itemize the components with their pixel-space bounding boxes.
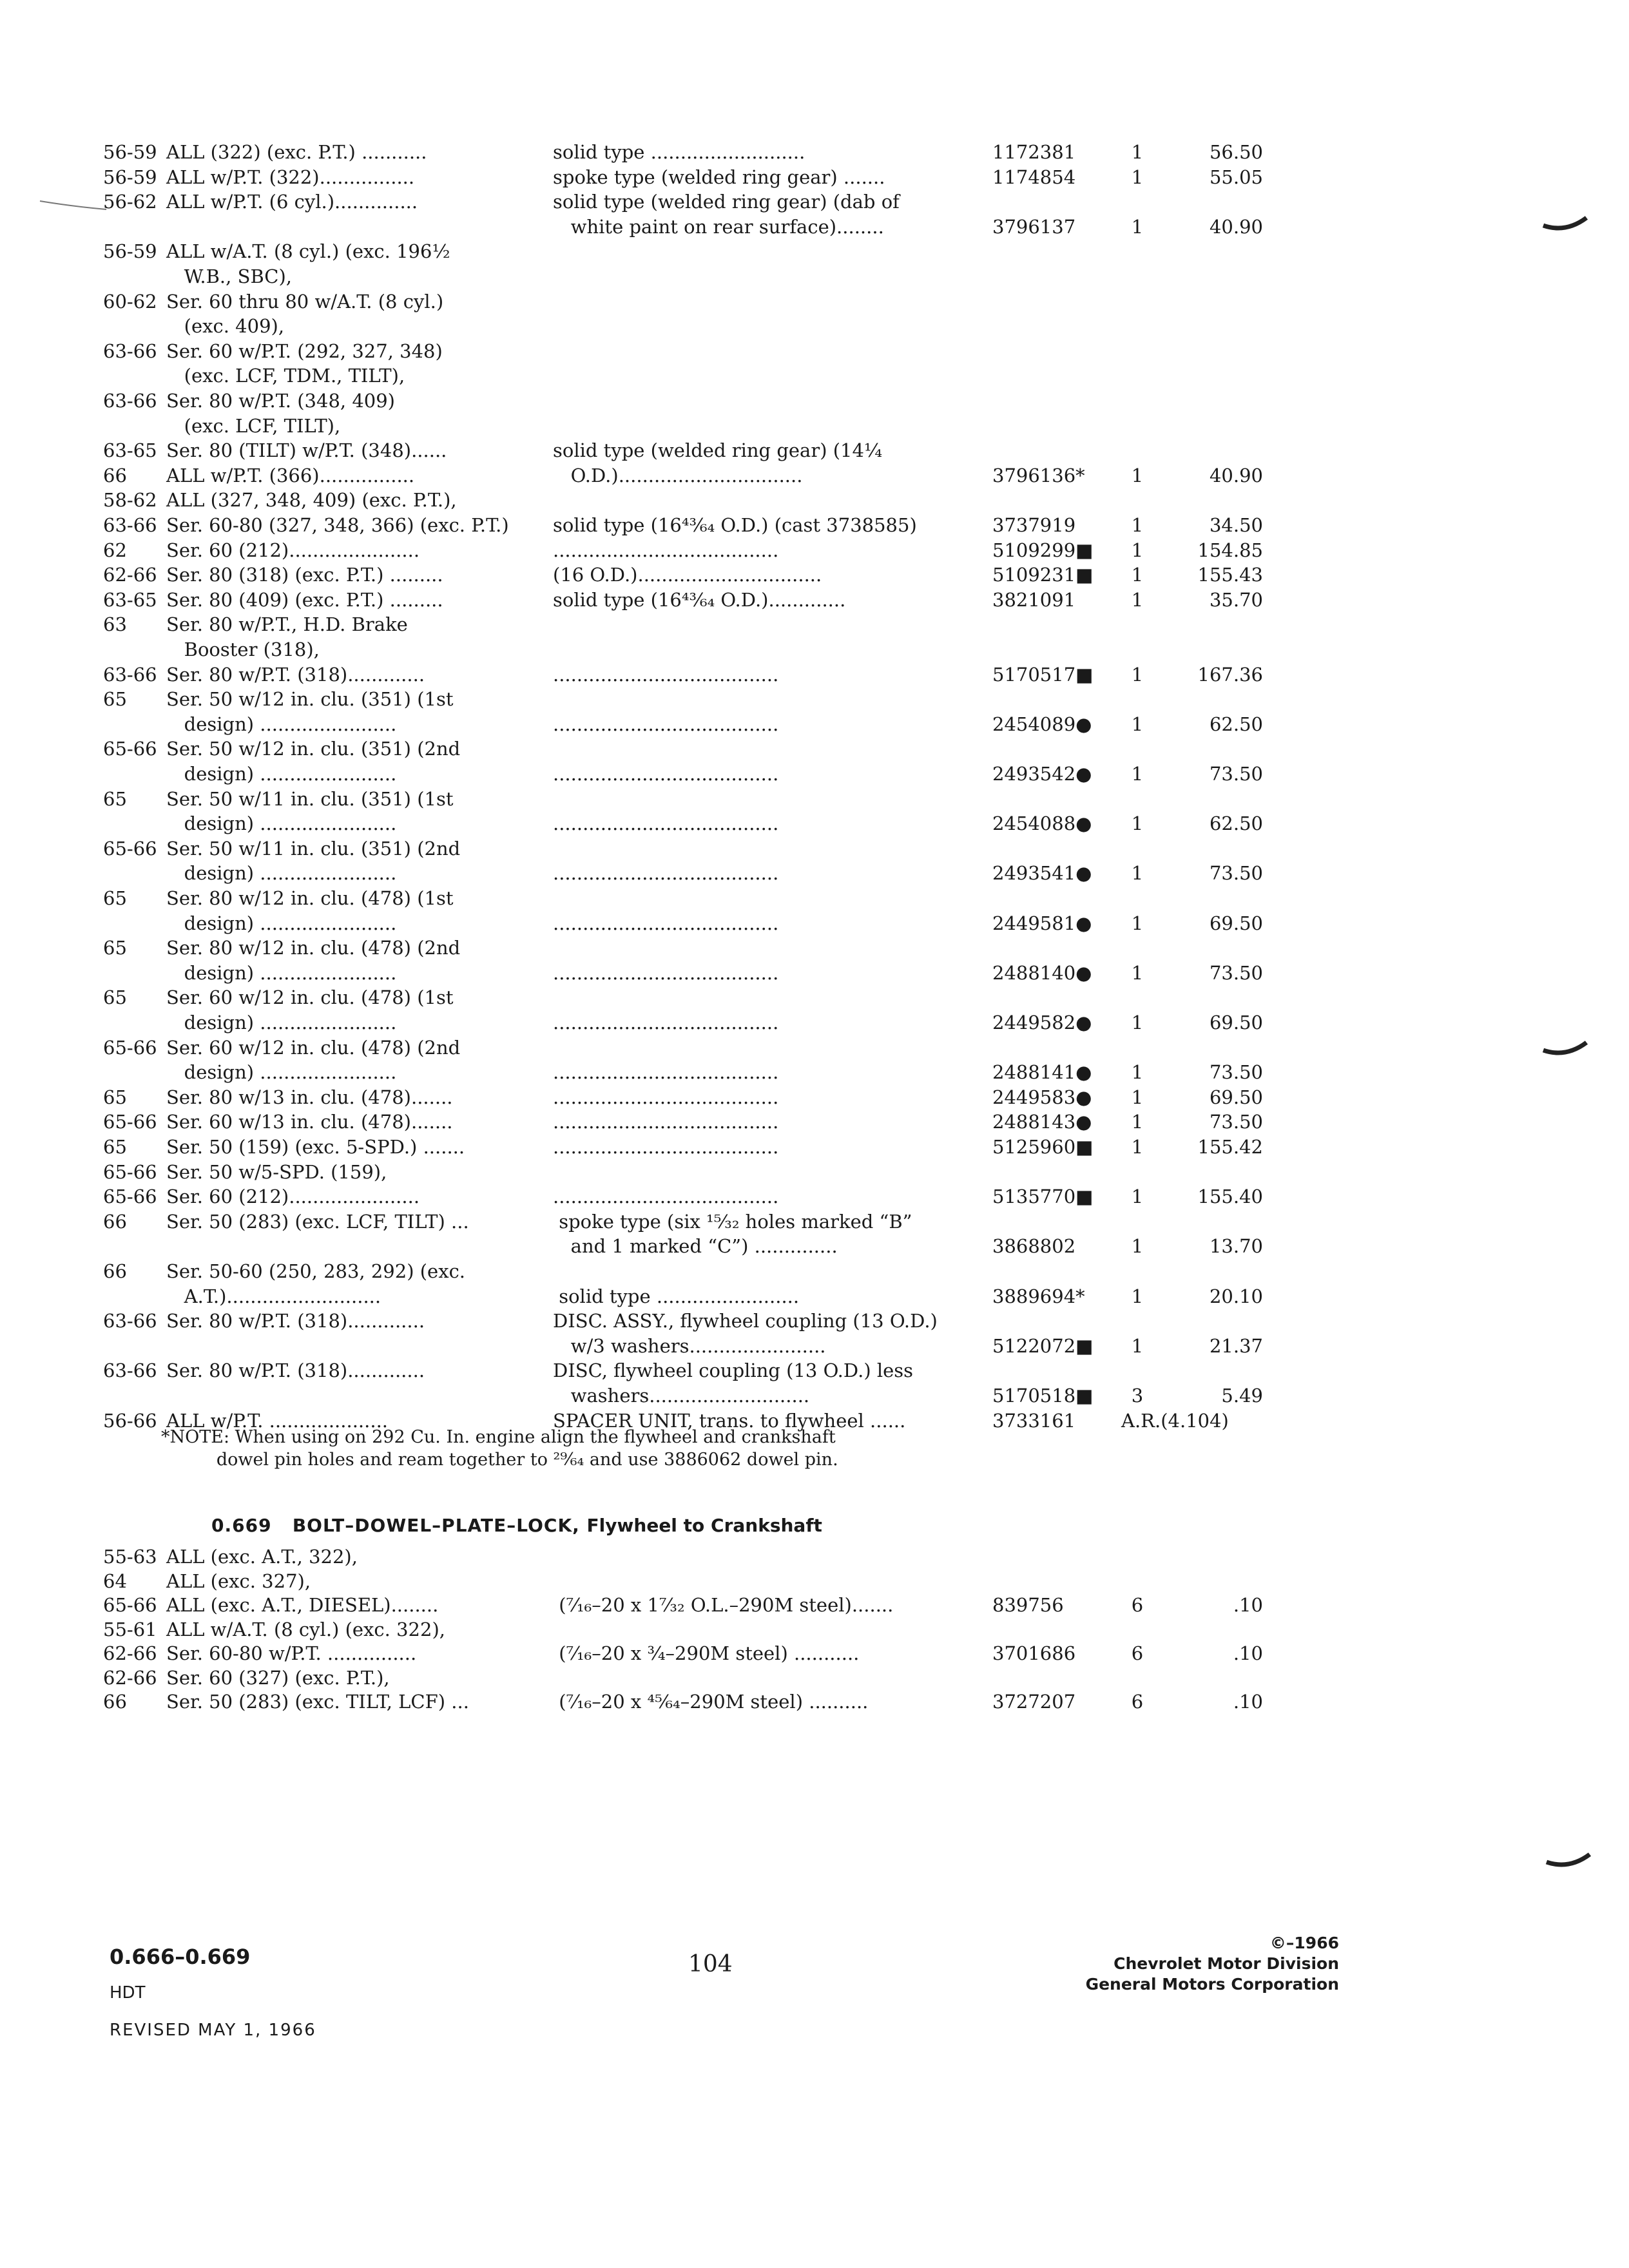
years-cell: 63-66 xyxy=(103,390,157,412)
table-row xyxy=(0,1545,1629,1570)
desc-cell: DISC, flywheel coupling (13 O.D.) less xyxy=(553,1360,914,1382)
desc-cell: spoke type (six ¹⁵⁄₃₂ holes marked “B” xyxy=(553,1210,912,1233)
desc-cell: ...................................... xyxy=(553,912,779,934)
division: Chevrolet Motor Division xyxy=(1113,1954,1339,1973)
app-cell: ALL (327, 348, 409) (exc. P.T.), xyxy=(166,489,457,512)
desc-cell: w/3 washers....................... xyxy=(553,1334,826,1357)
qty-cell: 1 xyxy=(1131,713,1144,735)
part-cell: 5170518■ xyxy=(992,1385,1094,1407)
price-cell: 73.50 xyxy=(1209,1111,1263,1133)
app-cell: Ser. 50 (283) (exc. TILT, LCF) ... xyxy=(166,1691,469,1713)
years-cell: 63-66 xyxy=(103,1360,157,1382)
table-row xyxy=(0,1570,1629,1594)
desc-cell: solid type (welded ring gear) (14¼ xyxy=(553,439,883,462)
app-cell: Ser. 50 (283) (exc. LCF, TILT) ... xyxy=(166,1210,469,1233)
years-cell: 63-65 xyxy=(103,588,157,611)
years-cell: 66 xyxy=(103,464,127,486)
price-cell: 69.50 xyxy=(1209,1086,1263,1108)
years-cell: 62 xyxy=(103,539,127,561)
part-cell: 1172381 xyxy=(992,141,1076,163)
years-cell: 65-66 xyxy=(103,1594,157,1616)
app-cell: ALL w/P.T. (366)................ xyxy=(166,464,415,486)
part-cell: 5122072■ xyxy=(992,1334,1094,1357)
app-cell: Ser. 80 (409) (exc. P.T.) ......... xyxy=(166,588,443,611)
app-cell: ALL (exc. A.T., 322), xyxy=(166,1546,358,1568)
part-cell: 1174854 xyxy=(992,166,1076,188)
app-cell: Ser. 60 w/12 in. clu. (478) (1st xyxy=(166,986,454,1009)
desc-cell: solid type ........................ xyxy=(553,1285,800,1307)
price-cell: 5.49 xyxy=(1221,1385,1263,1407)
app-cell: design) ....................... xyxy=(166,763,397,785)
app-cell: Ser. 60-80 (327, 348, 366) (exc. P.T.) xyxy=(166,514,509,536)
table-row xyxy=(0,488,1629,513)
table-row xyxy=(0,861,1629,886)
years-cell: 65-66 xyxy=(103,1036,157,1059)
years-cell: 66 xyxy=(103,1210,127,1233)
table-row xyxy=(0,985,1629,1010)
table-row xyxy=(0,1642,1629,1666)
part-cell: 3701686 xyxy=(992,1642,1076,1664)
app-cell: (exc. LCF, TDM., TILT), xyxy=(166,365,405,387)
qty-cell: 1 xyxy=(1131,1235,1144,1258)
table-row xyxy=(0,1160,1629,1185)
table-row xyxy=(0,1618,1629,1642)
price-cell: 62.50 xyxy=(1209,713,1263,735)
part-cell: 3821091 xyxy=(992,588,1076,611)
price-cell: 21.37 xyxy=(1209,1334,1263,1357)
price-cell: 20.10 xyxy=(1209,1285,1263,1307)
table-row xyxy=(0,1309,1629,1334)
table-row xyxy=(0,612,1629,637)
app-cell: Ser. 50 w/11 in. clu. (351) (2nd xyxy=(166,837,461,860)
part-cell: 2488143● xyxy=(992,1111,1092,1133)
table-row xyxy=(0,1035,1629,1061)
table-row xyxy=(0,1209,1629,1235)
desc-cell: ...................................... xyxy=(553,812,779,835)
app-cell: Ser. 60 (212)...................... xyxy=(166,1186,420,1208)
table-row xyxy=(0,1135,1629,1160)
table-row xyxy=(0,363,1629,389)
years-cell: 66 xyxy=(103,1691,127,1713)
table-row xyxy=(0,463,1629,488)
years-cell: 65-66 xyxy=(103,738,157,760)
desc-cell: ...................................... xyxy=(553,961,779,984)
price-cell: 40.90 xyxy=(1209,215,1263,238)
app-cell: (exc. LCF, TILT), xyxy=(166,414,341,437)
app-cell: Ser. 80 (318) (exc. P.T.) ......... xyxy=(166,564,443,586)
table-row xyxy=(0,215,1629,240)
desc-cell: (⁷⁄₁₆–20 x ⁴⁵⁄₆₄–290M steel) .......... xyxy=(553,1691,869,1713)
desc-cell: ...................................... xyxy=(553,862,779,885)
part-cell: 5135770■ xyxy=(992,1186,1094,1208)
years-cell: 63-66 xyxy=(103,340,157,362)
app-cell: design) ....................... xyxy=(166,1012,397,1033)
desc-cell: (16 O.D.)............................... xyxy=(553,564,822,586)
binder-mark xyxy=(1540,1031,1592,1063)
qty-cell: 1 xyxy=(1131,1136,1144,1158)
app-cell: Ser. 80 w/P.T., H.D. Brake xyxy=(166,613,408,636)
price-cell: 35.70 xyxy=(1209,588,1263,611)
part-cell: 2488140● xyxy=(992,961,1092,984)
qty-cell: 1 xyxy=(1131,1334,1144,1357)
flywheel-parts-table xyxy=(0,140,1629,1461)
qty-cell: A.R.(4.104) xyxy=(1121,1409,1229,1432)
app-cell: Booster (318), xyxy=(166,639,320,660)
years-cell: 65 xyxy=(103,1136,127,1158)
years-cell: 65 xyxy=(103,688,127,711)
qty-cell: 1 xyxy=(1131,663,1144,686)
price-cell: .10 xyxy=(1233,1642,1263,1664)
desc-cell: (⁷⁄₁₆–20 x ¾–290M steel) ........... xyxy=(553,1642,860,1664)
part-cell: 3889694* xyxy=(992,1285,1085,1307)
table-row xyxy=(0,662,1629,687)
app-cell: Ser. 50 w/5-SPD. (159), xyxy=(166,1160,387,1183)
table-row xyxy=(0,1383,1629,1408)
desc-cell: washers........................... xyxy=(553,1385,810,1407)
price-cell: 73.50 xyxy=(1209,763,1263,785)
app-cell: Ser. 80 w/P.T. (318)............. xyxy=(166,663,425,686)
revision-date: REVISED MAY 1, 1966 xyxy=(110,2021,316,2040)
years-cell: 55-63 xyxy=(103,1546,157,1568)
part-cell: 3796136* xyxy=(992,464,1085,486)
app-cell: ALL (exc. 327), xyxy=(166,1570,311,1592)
table-row xyxy=(0,712,1629,737)
footer-right xyxy=(1086,1933,1339,1995)
table-row xyxy=(0,562,1629,588)
years-cell: 63-66 xyxy=(103,1310,157,1332)
app-cell: Ser. 60 (212)...................... xyxy=(166,539,420,561)
qty-cell: 6 xyxy=(1131,1594,1144,1616)
desc-cell: ...................................... xyxy=(553,539,779,561)
desc-cell: SPACER UNIT, trans. to flywheel ...... xyxy=(553,1409,906,1432)
section-range: 0.666–0.669 xyxy=(110,1945,251,1969)
years-cell: 64 xyxy=(103,1570,127,1592)
years-cell: 56-62 xyxy=(103,191,157,213)
table-row xyxy=(0,339,1629,364)
table-row xyxy=(0,1334,1629,1359)
part-cell: 5109231■ xyxy=(992,564,1094,586)
app-cell: W.B., SBC), xyxy=(166,265,293,287)
price-cell: 155.40 xyxy=(1197,1186,1263,1208)
app-cell: Ser. 60-80 w/P.T. ............... xyxy=(166,1642,417,1664)
table-row xyxy=(0,538,1629,563)
qty-cell: 1 xyxy=(1131,141,1144,163)
desc-cell: ...................................... xyxy=(553,1061,779,1084)
qty-cell: 1 xyxy=(1131,1012,1144,1033)
qty-cell: 1 xyxy=(1131,912,1144,934)
price-cell: 73.50 xyxy=(1209,961,1263,984)
price-cell: .10 xyxy=(1233,1594,1263,1616)
part-cell: 2488141● xyxy=(992,1061,1092,1084)
desc-cell: (⁷⁄₁₆–20 x 1⁷⁄₃₂ O.L.–290M steel)....... xyxy=(553,1594,894,1616)
years-cell: 65-66 xyxy=(103,1111,157,1133)
table-row xyxy=(0,961,1629,986)
app-cell: (exc. 409), xyxy=(166,315,285,338)
price-cell: 69.50 xyxy=(1209,1012,1263,1033)
table-row xyxy=(0,1358,1629,1383)
part-cell: 2493542● xyxy=(992,763,1092,785)
years-cell: 65-66 xyxy=(103,1160,157,1183)
table-row xyxy=(0,314,1629,339)
years-cell: 60-62 xyxy=(103,290,157,312)
table-row xyxy=(0,1085,1629,1110)
table-row xyxy=(0,886,1629,911)
part-cell: 5170517■ xyxy=(992,663,1094,686)
app-cell: Ser. 50 w/12 in. clu. (351) (2nd xyxy=(166,738,461,760)
table-row xyxy=(0,911,1629,936)
table-row xyxy=(0,264,1629,289)
table-row xyxy=(0,239,1629,264)
part-cell: 2493541● xyxy=(992,862,1092,885)
years-cell: 62-66 xyxy=(103,564,157,586)
app-cell: design) ....................... xyxy=(166,862,397,885)
desc-cell: ...................................... xyxy=(553,1086,779,1108)
qty-cell: 1 xyxy=(1131,539,1144,561)
qty-cell: 1 xyxy=(1131,1186,1144,1208)
price-cell: 55.05 xyxy=(1209,166,1263,188)
copyright: ©–1966 xyxy=(1269,1934,1339,1952)
qty-cell: 1 xyxy=(1131,862,1144,885)
app-cell: ALL w/P.T. .................... xyxy=(166,1409,389,1432)
section-subtitle: Flywheel to Crankshaft xyxy=(586,1515,822,1536)
qty-cell: 1 xyxy=(1131,588,1144,611)
price-cell: 155.42 xyxy=(1197,1136,1263,1158)
table-row xyxy=(0,389,1629,414)
price-cell: 73.50 xyxy=(1209,1061,1263,1084)
corporation: General Motors Corporation xyxy=(1085,1975,1339,1994)
app-cell: Ser. 80 w/12 in. clu. (478) (2nd xyxy=(166,937,461,959)
qty-cell: 1 xyxy=(1131,1285,1144,1307)
qty-cell: 1 xyxy=(1131,464,1144,486)
qty-cell: 3 xyxy=(1131,1385,1144,1407)
years-cell: 55-61 xyxy=(103,1618,157,1640)
years-cell: 56-66 xyxy=(103,1409,157,1432)
app-cell: Ser. 80 w/12 in. clu. (478) (1st xyxy=(166,887,454,909)
years-cell: 65-66 xyxy=(103,1186,157,1208)
app-cell: Ser. 60 w/13 in. clu. (478)....... xyxy=(166,1111,453,1133)
part-cell: 2449582● xyxy=(992,1012,1092,1033)
app-cell: Ser. 80 w/P.T. (348, 409) xyxy=(166,390,395,412)
desc-cell: O.D.)............................... xyxy=(553,464,803,486)
price-cell: 34.50 xyxy=(1209,514,1263,536)
bolt-parts-table xyxy=(0,1545,1629,1719)
table-row xyxy=(0,1010,1629,1035)
desc-cell: spoke type (welded ring gear) ....... xyxy=(553,166,885,188)
price-cell: 13.70 xyxy=(1209,1235,1263,1258)
part-cell: 3727207 xyxy=(992,1691,1076,1713)
qty-cell: 1 xyxy=(1131,1061,1144,1084)
price-cell: 167.36 xyxy=(1197,663,1263,686)
table-row xyxy=(0,762,1629,787)
app-cell: ALL (exc. A.T., DIESEL)........ xyxy=(166,1594,439,1616)
desc-cell: ...................................... xyxy=(553,663,779,686)
qty-cell: 1 xyxy=(1131,215,1144,238)
table-row xyxy=(0,811,1629,836)
desc-cell: DISC. ASSY., flywheel coupling (13 O.D.) xyxy=(553,1310,938,1332)
desc-cell: solid type (welded ring gear) (dab of xyxy=(553,191,900,213)
table-row xyxy=(0,289,1629,314)
app-cell: design) ....................... xyxy=(166,713,397,735)
part-cell: 3796137 xyxy=(992,215,1076,238)
desc-cell: white paint on rear surface)........ xyxy=(553,215,884,238)
qty-cell: 6 xyxy=(1131,1642,1144,1664)
app-cell: A.T.).......................... xyxy=(166,1285,381,1307)
part-cell: 5109299■ xyxy=(992,539,1094,561)
years-cell: 65 xyxy=(103,937,127,959)
app-cell: ALL w/A.T. (8 cyl.) (exc. 322), xyxy=(166,1618,445,1640)
years-cell: 58-62 xyxy=(103,489,157,512)
app-cell: design) ....................... xyxy=(166,812,397,835)
app-cell: Ser. 60 thru 80 w/A.T. (8 cyl.) xyxy=(166,290,444,312)
years-cell: 56-59 xyxy=(103,166,157,188)
qty-cell: 1 xyxy=(1131,1086,1144,1108)
desc-cell: and 1 marked “C”) .............. xyxy=(553,1235,838,1258)
app-cell: Ser. 50-60 (250, 283, 292) (exc. xyxy=(166,1260,466,1282)
app-cell: design) ....................... xyxy=(166,961,397,984)
price-cell: 73.50 xyxy=(1209,862,1263,885)
app-cell: ALL w/P.T. (322)................ xyxy=(166,166,415,188)
qty-cell: 1 xyxy=(1131,961,1144,984)
table-row xyxy=(0,836,1629,861)
qty-cell: 1 xyxy=(1131,166,1144,188)
binder-mark xyxy=(1540,206,1592,238)
footer-left xyxy=(110,1945,316,2040)
app-cell: Ser. 50 (159) (exc. 5-SPD.) ....... xyxy=(166,1136,465,1158)
part-cell: 5125960■ xyxy=(992,1136,1094,1158)
years-cell: 56-59 xyxy=(103,141,157,163)
part-cell: 3868802 xyxy=(992,1235,1076,1258)
table-row xyxy=(0,140,1629,165)
app-cell: design) ....................... xyxy=(166,1061,397,1084)
section-number: 0.669 xyxy=(211,1515,272,1536)
page-number: 104 xyxy=(688,1951,733,1977)
price-cell: .10 xyxy=(1233,1691,1263,1713)
years-cell: 65 xyxy=(103,887,127,909)
price-cell: 40.90 xyxy=(1209,464,1263,486)
price-cell: 155.43 xyxy=(1197,564,1263,586)
years-cell: 63-65 xyxy=(103,439,157,462)
years-cell: 65 xyxy=(103,1086,127,1108)
desc-cell: solid type (16⁴³⁄₆₄ O.D.) (cast 3738585) xyxy=(553,514,917,536)
part-cell: 3737919 xyxy=(992,514,1076,536)
years-cell: 65 xyxy=(103,787,127,810)
price-cell: 69.50 xyxy=(1209,912,1263,934)
desc-cell: ...................................... xyxy=(553,763,779,785)
app-cell: ALL w/A.T. (8 cyl.) (exc. 196½ xyxy=(166,240,450,263)
desc-cell: ...................................... xyxy=(553,1111,779,1133)
part-cell: 839756 xyxy=(992,1594,1064,1616)
app-cell: Ser. 60 w/12 in. clu. (478) (2nd xyxy=(166,1036,461,1059)
years-cell: 63 xyxy=(103,613,127,636)
app-cell: Ser. 50 w/11 in. clu. (351) (1st xyxy=(166,787,454,810)
table-row xyxy=(0,1593,1629,1618)
part-cell: 2454089● xyxy=(992,713,1092,735)
app-cell: Ser. 80 (TILT) w/P.T. (348)...... xyxy=(166,439,447,462)
app-cell: ALL (322) (exc. P.T.) ........... xyxy=(166,141,427,163)
part-cell: 3733161 xyxy=(992,1409,1076,1432)
table-row xyxy=(0,165,1629,190)
app-cell: Ser. 80 w/P.T. (318)............. xyxy=(166,1310,425,1332)
qty-cell: 6 xyxy=(1131,1691,1144,1713)
table-row xyxy=(0,1184,1629,1209)
app-cell: Ser. 80 w/13 in. clu. (478)....... xyxy=(166,1086,453,1108)
years-cell: 66 xyxy=(103,1260,127,1282)
years-cell: 62-66 xyxy=(103,1666,157,1689)
price-cell: 56.50 xyxy=(1209,141,1263,163)
table-row xyxy=(0,1259,1629,1284)
desc-cell: solid type (16⁴³⁄₆₄ O.D.)............. xyxy=(553,588,846,611)
table-row xyxy=(0,1284,1629,1309)
table-row xyxy=(0,637,1629,662)
table-row xyxy=(0,787,1629,812)
app-cell: ALL w/P.T. (6 cyl.).............. xyxy=(166,191,418,213)
table-row xyxy=(0,1060,1629,1085)
table-row xyxy=(0,189,1629,215)
years-cell: 63-66 xyxy=(103,514,157,536)
desc-cell: ...................................... xyxy=(553,1012,779,1033)
table-row xyxy=(0,414,1629,439)
part-cell: 2449583● xyxy=(992,1086,1092,1108)
table-row xyxy=(0,1234,1629,1259)
years-cell: 65-66 xyxy=(103,837,157,860)
years-cell: 63-66 xyxy=(103,663,157,686)
years-cell: 56-59 xyxy=(103,240,157,263)
app-cell: Ser. 60 (327) (exc. P.T.), xyxy=(166,1666,390,1689)
section-title: BOLT–DOWEL–PLATE–LOCK, xyxy=(292,1515,580,1536)
part-cell: 2454088● xyxy=(992,812,1092,835)
table-row xyxy=(0,1666,1629,1691)
price-cell: 154.85 xyxy=(1197,539,1263,561)
app-cell: design) ....................... xyxy=(166,912,397,934)
binder-mark xyxy=(1543,1843,1595,1875)
years-cell: 65 xyxy=(103,986,127,1009)
part-cell: 2449581● xyxy=(992,912,1092,934)
table-row xyxy=(0,687,1629,712)
table-row xyxy=(0,1690,1629,1715)
desc-cell: ...................................... xyxy=(553,1186,779,1208)
table-row xyxy=(0,936,1629,961)
table-row xyxy=(0,1110,1629,1135)
qty-cell: 1 xyxy=(1131,564,1144,586)
desc-cell: ...................................... xyxy=(553,1136,779,1158)
app-cell: Ser. 50 w/12 in. clu. (351) (1st xyxy=(166,688,454,711)
price-cell: 62.50 xyxy=(1209,812,1263,835)
stray-mark xyxy=(39,193,110,213)
years-cell: 62-66 xyxy=(103,1642,157,1664)
qty-cell: 1 xyxy=(1131,1111,1144,1133)
footnote: *NOTE: When using on 292 Cu. In. engine align the flywheel and crankshaft dowel pin holes and ream together to ²⁹⁄₆₄ and use 3886062 dowel pin. xyxy=(161,1427,838,1470)
table-row xyxy=(0,513,1629,538)
table-row xyxy=(0,588,1629,613)
table-row xyxy=(0,438,1629,463)
table-row xyxy=(0,736,1629,762)
qty-cell: 1 xyxy=(1131,514,1144,536)
hdt-label: HDT xyxy=(110,1983,146,2003)
desc-cell: ...................................... xyxy=(553,713,779,735)
app-cell: Ser. 80 w/P.T. (318)............. xyxy=(166,1360,425,1382)
qty-cell: 1 xyxy=(1131,812,1144,835)
qty-cell: 1 xyxy=(1131,763,1144,785)
app-cell: Ser. 60 w/P.T. (292, 327, 348) xyxy=(166,340,443,362)
desc-cell: solid type .......................... xyxy=(553,141,805,163)
